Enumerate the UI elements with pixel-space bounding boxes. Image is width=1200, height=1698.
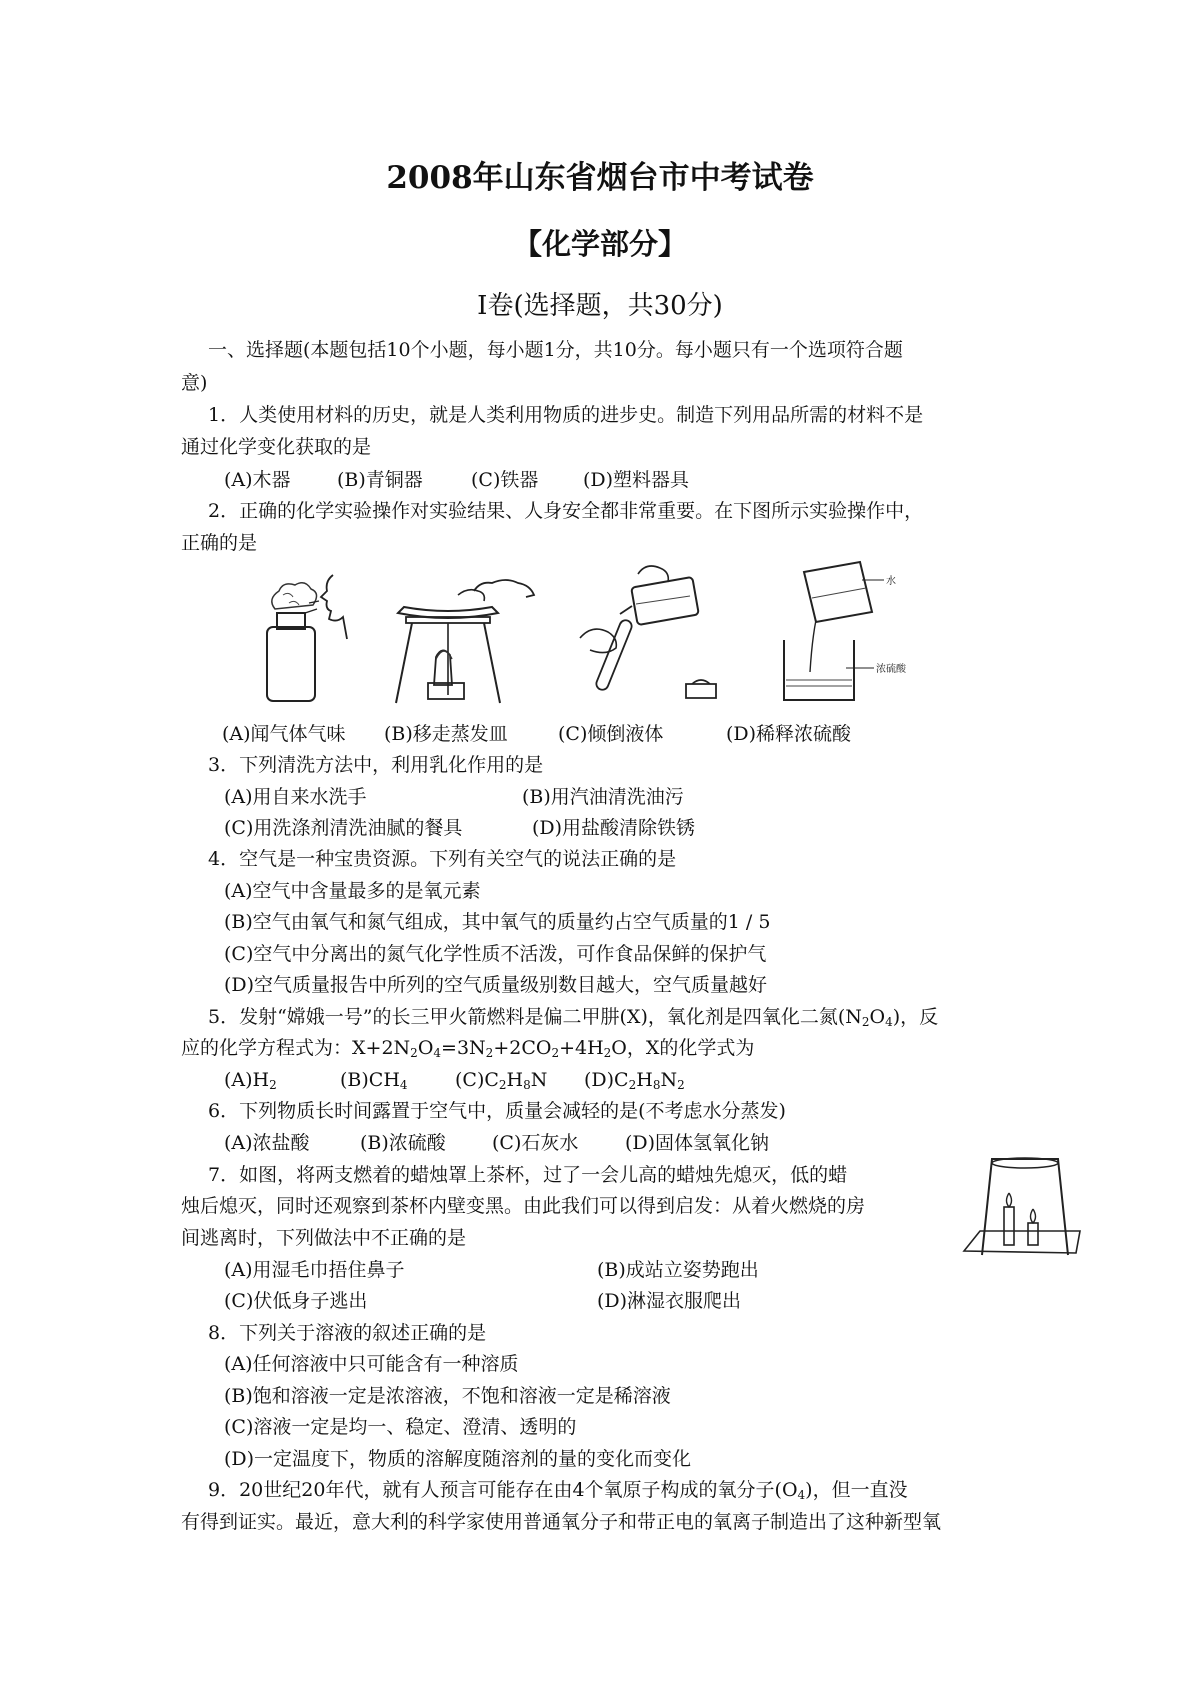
section-intro-line2: 意) [181,372,208,394]
q7-stem-line2: 烛后熄灭，同时还观察到茶杯内壁变黑。由此我们可以得到启发：从着火燃烧的房 [181,1195,866,1217]
q5-option-d: $(D)C_2H_8N_2$ [584,1069,685,1092]
q3-option-b: (B)用汽油清洗油污 [522,786,684,808]
q8-option-c: (C)溶液一定是均一、稳定、澄清、透明的 [224,1416,577,1438]
q2-option-a: (A)闻气体气味 [222,723,346,745]
q3-option-d: (D)用盐酸清除铁锈 [532,817,696,839]
q4-option-a: (A)空气中含量最多的是氧元素 [224,880,481,902]
q7-option-a: (A)用湿毛巾捂住鼻子 [224,1259,405,1281]
q6-option-d: (D)固体氢氧化钠 [625,1132,770,1154]
q9-stem-line1: 9．20世纪20年代，就有人预言可能存在由4个氧原子构成的氧分子$(O_4)$，但一直没 [208,1479,908,1502]
q1-stem-line1: 1．人类使用材料的历史，就是人类利用物质的进步史。制造下列用品所需的材料不是 [208,404,924,426]
section-intro-line1: 一、选择题(本题包括10个小题，每小题1分，共10分。每小题只有一个选项符合题 [208,339,903,361]
q1-option-b: (B)青铜器 [337,469,423,491]
q2-option-c: (C)倾倒液体 [558,723,664,745]
q9-stem-line2: 有得到证实。最近，意大利的科学家使用普通氧分子和带正电的氧离子制造出了这种新型氧 [181,1511,942,1533]
q5-option-c: $(C)C_2H_8N$ [455,1069,548,1092]
q8-option-d: (D)一定温度下，物质的溶解度随溶剂的量的变化而变化 [224,1448,692,1470]
q3-option-a: (A)用自来水洗手 [224,786,367,808]
q1-option-a: (A)木器 [224,469,291,491]
q7-stem-line3: 间逃离时，下列做法中不正确的是 [181,1227,467,1249]
q2-option-d: (D)稀释浓硫酸 [726,723,852,745]
q7-stem-line1: 7．如图，将两支燃着的蜡烛罩上茶杯，过了一会儿高的蜡烛先熄灭，低的蜡 [208,1164,848,1186]
q6-option-a: (A)浓盐酸 [224,1132,310,1154]
q6-option-c: (C)石灰水 [492,1132,579,1154]
q1-option-c: (C)铁器 [471,469,539,491]
q2-stem-line2: 正确的是 [181,532,258,554]
figure-evaporating-dish [388,555,538,707]
q2-option-b: (B)移走蒸发皿 [384,723,508,745]
figure-dilute-acid [776,558,946,708]
figure-label-acid: 浓硫酸 [876,664,906,675]
q5-stem-line2: 应的化学方程式为：$X+2N_2O_4=3N_2+2CO_2+4H_2O$，X的化学式为 [181,1037,755,1060]
q4-option-c: (C)空气中分离出的氮气化学性质不活泼，可作食品保鲜的保护气 [224,943,767,965]
exam-title: 2008年山东省烟台市中考试卷 [386,160,814,196]
q5-stem-line1: 5．发射“嫦娥一号”的长三甲火箭燃料是偏二甲肼(X)，氧化剂是四氧化二氮$(N_2O_4)$，反 [208,1006,939,1029]
figure-candles-under-cup [962,1155,1082,1265]
q2-stem-line1: 2．正确的化学实验操作对实验结果、人身安全都非常重要。在下图所示实验操作中， [208,500,924,522]
q1-option-d: (D)塑料器具 [583,469,690,491]
q3-stem: 3．下列清洗方法中，利用乳化作用的是 [208,754,544,776]
q1-stem-line2: 通过化学变化获取的是 [181,436,372,458]
q4-option-d: (D)空气质量报告中所列的空气质量级别数目越大，空气质量越好 [224,974,768,996]
exam-subtitle: 【化学部分】 [512,227,687,261]
figure-label-water: 水 [886,576,896,587]
q8-stem: 8．下列关于溶液的叙述正确的是 [208,1322,487,1344]
q6-option-b: (B)浓硫酸 [360,1132,446,1154]
q8-option-b: (B)饱和溶液一定是浓溶液，不饱和溶液一定是稀溶液 [224,1385,671,1407]
figure-smell-gas [255,565,365,705]
q4-stem: 4．空气是一种宝贵资源。下列有关空气的说法正确的是 [208,848,677,870]
section-heading: Ⅰ卷(选择题，共30分) [477,291,723,321]
q7-option-b: (B)成站立姿势跑出 [597,1259,759,1281]
q7-option-d: (D)淋湿衣服爬出 [597,1290,742,1312]
q5-option-b: $(B)CH_4$ [340,1069,408,1092]
q6-stem: 6．下列物质长时间露置于空气中，质量会减轻的是(不考虑水分蒸发) [208,1100,786,1122]
q4-option-b: (B)空气由氧气和氮气组成，其中氧气的质量约占空气质量的1 / 5 [224,911,771,933]
q8-option-a: (A)任何溶液中只可能含有一种溶质 [224,1353,519,1375]
q7-option-c: (C)伏低身子逃出 [224,1290,368,1312]
q5-option-a: $(A)H_2$ [224,1069,277,1092]
q3-option-c: (C)用洗涤剂清洗油腻的餐具 [224,817,463,839]
figure-pour-liquid [578,560,728,708]
